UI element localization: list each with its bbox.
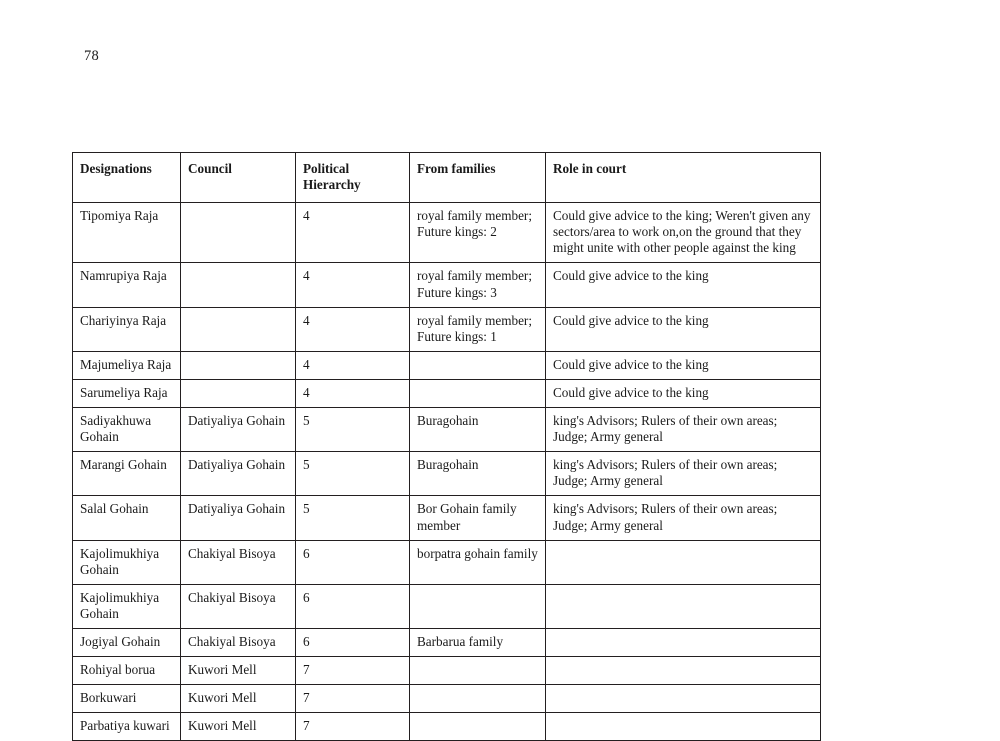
cell-role: Could give advice to the king [546, 351, 821, 379]
cell-role: Could give advice to the king [546, 307, 821, 351]
cell-council: Datiyaliya Gohain [181, 452, 296, 496]
cell-council: Chakiyal Bisoya [181, 628, 296, 656]
cell-council: Datiyaliya Gohain [181, 496, 296, 540]
cell-families: royal family member; Future kings: 3 [410, 263, 546, 307]
cell-hierarchy: 4 [296, 263, 410, 307]
table-row [73, 628, 821, 656]
column-header-role-in-court: Role in court [546, 153, 821, 203]
cell-role: king's Advisors; Rulers of their own areas; Judge; Army general [546, 452, 821, 496]
column-header-political-hierarchy: Political Hierarchy [296, 153, 410, 203]
table-row [73, 263, 821, 307]
cell-families [410, 685, 546, 713]
cell-council [181, 307, 296, 351]
cell-role: king's Advisors; Rulers of their own areas; Judge; Army general [546, 496, 821, 540]
cell-designation: Rohiyal borua [73, 657, 181, 685]
table-body [73, 203, 821, 741]
cell-role [546, 584, 821, 628]
cell-families: Barbarua family [410, 628, 546, 656]
table-row [73, 496, 821, 540]
cell-role [546, 657, 821, 685]
cell-hierarchy: 4 [296, 203, 410, 263]
cell-families: Buragohain [410, 408, 546, 452]
cell-designation: Parbatiya kuwari [73, 713, 181, 741]
cell-families: borpatra gohain family [410, 540, 546, 584]
cell-hierarchy: 4 [296, 307, 410, 351]
designations-table-container [72, 152, 820, 741]
cell-designation: Salal Gohain [73, 496, 181, 540]
cell-role [546, 540, 821, 584]
cell-families [410, 351, 546, 379]
cell-hierarchy: 4 [296, 351, 410, 379]
cell-hierarchy: 4 [296, 379, 410, 407]
cell-hierarchy: 5 [296, 496, 410, 540]
column-header-from-families: From families [410, 153, 546, 203]
cell-designation: Namrupiya Raja [73, 263, 181, 307]
cell-hierarchy: 6 [296, 540, 410, 584]
cell-designation: Kajolimukhiya Gohain [73, 540, 181, 584]
cell-role: king's Advisors; Rulers of their own areas; Judge; Army general [546, 408, 821, 452]
cell-council: Kuwori Mell [181, 713, 296, 741]
cell-council [181, 263, 296, 307]
table-row [73, 713, 821, 741]
cell-council [181, 351, 296, 379]
cell-hierarchy: 7 [296, 685, 410, 713]
table-row [73, 584, 821, 628]
cell-families [410, 584, 546, 628]
cell-families: Bor Gohain family member [410, 496, 546, 540]
designations-table [72, 152, 821, 741]
cell-designation: Chariyinya Raja [73, 307, 181, 351]
cell-families: Buragohain [410, 452, 546, 496]
cell-role: Could give advice to the king [546, 263, 821, 307]
cell-council [181, 203, 296, 263]
cell-role [546, 628, 821, 656]
table-row [73, 657, 821, 685]
cell-hierarchy: 5 [296, 452, 410, 496]
table-row [73, 685, 821, 713]
cell-families [410, 713, 546, 741]
cell-designation: Majumeliya Raja [73, 351, 181, 379]
cell-designation: Kajolimukhiya Gohain [73, 584, 181, 628]
cell-designation: Sadiyakhuwa Gohain [73, 408, 181, 452]
cell-council: Kuwori Mell [181, 657, 296, 685]
cell-designation: Borkuwari [73, 685, 181, 713]
cell-council: Datiyaliya Gohain [181, 408, 296, 452]
cell-designation: Sarumeliya Raja [73, 379, 181, 407]
cell-hierarchy: 7 [296, 657, 410, 685]
cell-families: royal family member; Future kings: 1 [410, 307, 546, 351]
table-row [73, 379, 821, 407]
cell-role [546, 713, 821, 741]
table-row [73, 452, 821, 496]
cell-hierarchy: 7 [296, 713, 410, 741]
cell-role: Could give advice to the king [546, 379, 821, 407]
cell-designation: Jogiyal Gohain [73, 628, 181, 656]
table-header-row [73, 153, 821, 203]
cell-families: royal family member; Future kings: 2 [410, 203, 546, 263]
cell-role: Could give advice to the king; Weren't given any sectors/area to work on,on the ground that they might unite with other people against the king [546, 203, 821, 263]
cell-hierarchy: 6 [296, 584, 410, 628]
cell-designation: Marangi Gohain [73, 452, 181, 496]
column-header-council: Council [181, 153, 296, 203]
table-row [73, 307, 821, 351]
table-row [73, 351, 821, 379]
cell-hierarchy: 5 [296, 408, 410, 452]
table-row [73, 203, 821, 263]
cell-council [181, 379, 296, 407]
cell-families [410, 379, 546, 407]
column-header-designations: Designations [73, 153, 181, 203]
cell-council: Chakiyal Bisoya [181, 540, 296, 584]
table-row [73, 540, 821, 584]
cell-role [546, 685, 821, 713]
cell-families [410, 657, 546, 685]
table-header [73, 153, 821, 203]
cell-council: Kuwori Mell [181, 685, 296, 713]
cell-hierarchy: 6 [296, 628, 410, 656]
table-row [73, 408, 821, 452]
cell-council: Chakiyal Bisoya [181, 584, 296, 628]
page-number: 78 [84, 48, 99, 64]
cell-designation: Tipomiya Raja [73, 203, 181, 263]
